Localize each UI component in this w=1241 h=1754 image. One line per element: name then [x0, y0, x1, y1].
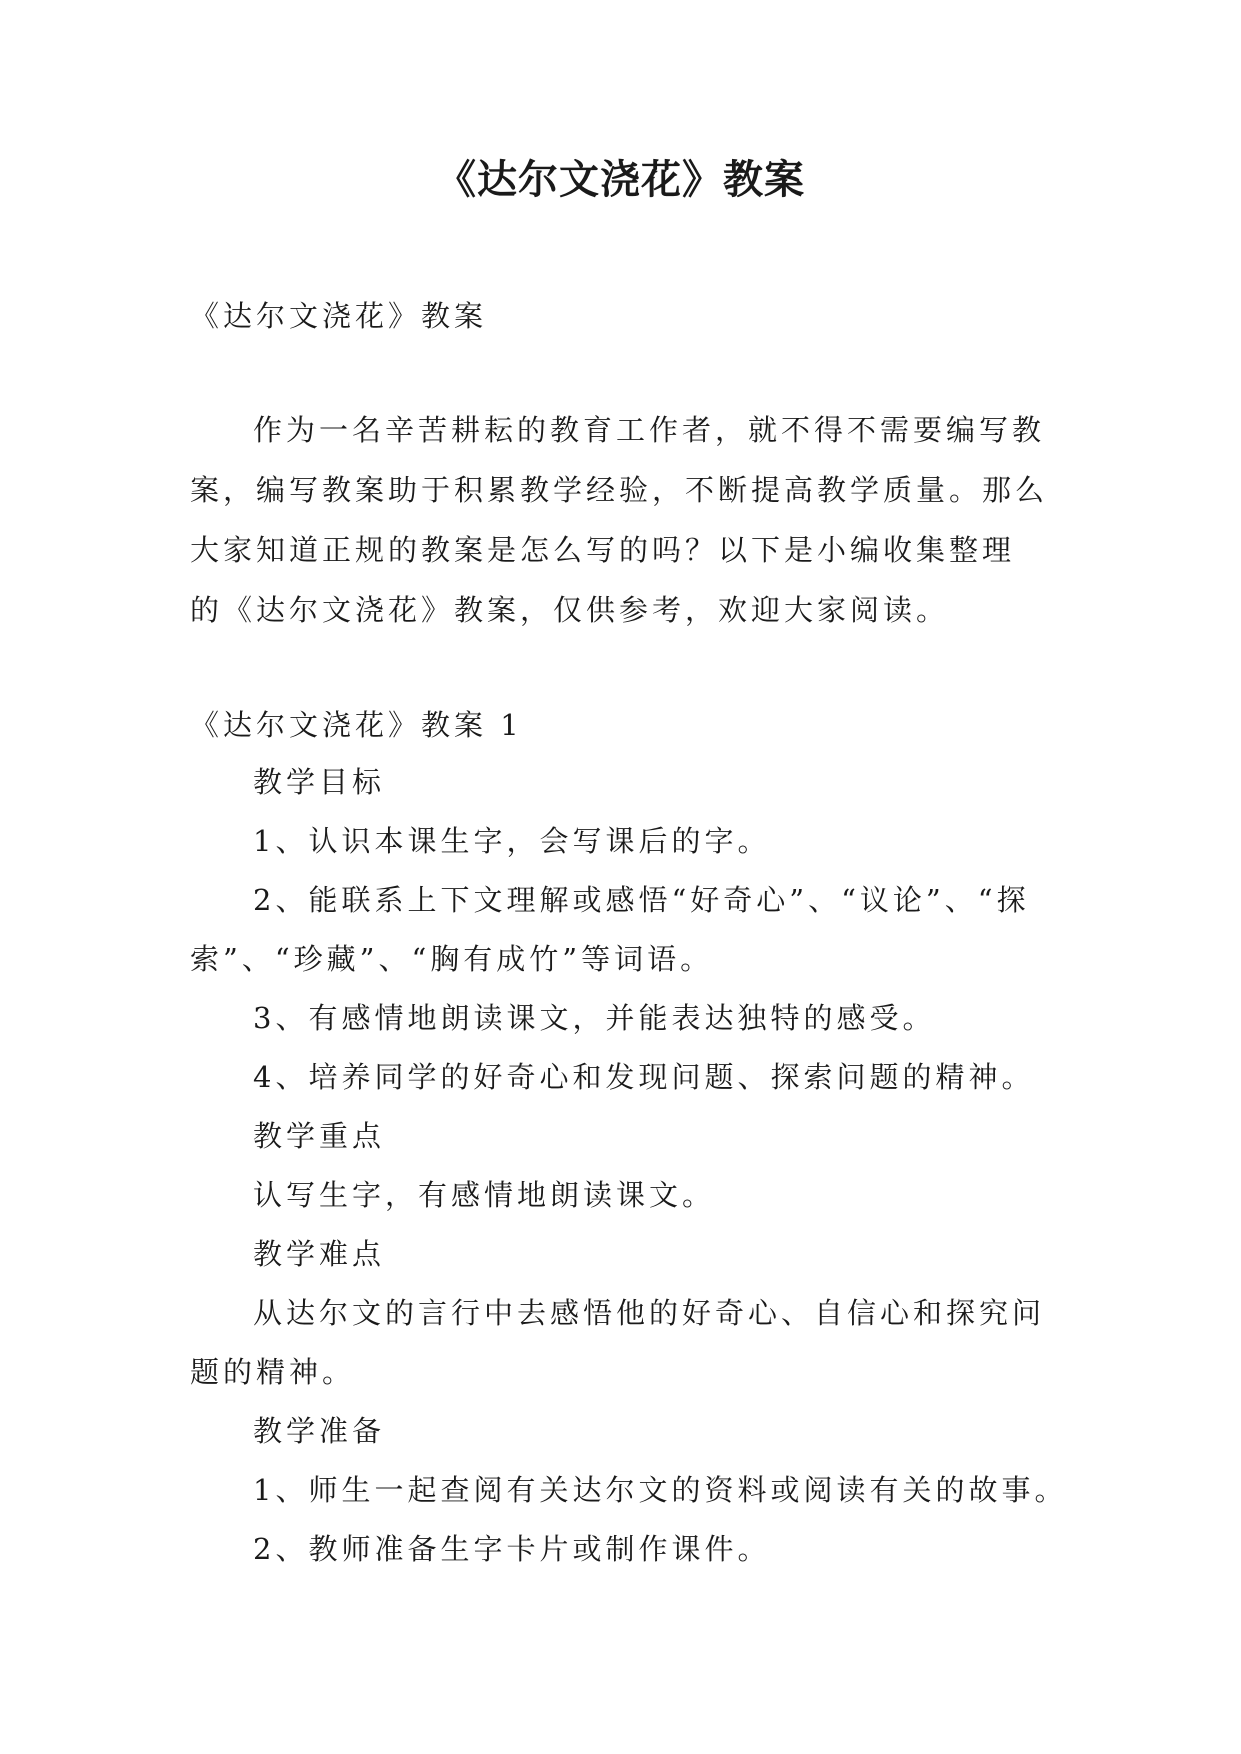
preparation-item: 1、师生一起查阅有关达尔文的资料或阅读有关的故事。	[253, 1473, 1068, 1507]
key-points-heading: 教学重点	[253, 1119, 386, 1153]
objective-item: 3、有感情地朗读课文，并能表达独特的感受。	[253, 1001, 936, 1035]
intro-line: 作为一名辛苦耕耘的教育工作者，就不得不需要编写教	[253, 413, 1046, 447]
intro-line: 大家知道正规的教案是怎么写的吗？以下是小编收集整理	[190, 533, 1016, 567]
objective-item: 2、能联系上下文理解或感悟“好奇心”、“议论”、“探	[253, 883, 1030, 917]
document-subtitle: 《达尔文浇花》教案	[190, 299, 488, 333]
section-title: 《达尔文浇花》教案 1	[190, 708, 523, 742]
intro-line: 的《达尔文浇花》教案，仅供参考，欢迎大家阅读。	[190, 593, 950, 627]
preparation-heading: 教学准备	[253, 1414, 386, 1448]
objective-item-continued: 索”、“珍藏”、“胸有成竹”等词语。	[190, 942, 714, 976]
difficulties-text: 从达尔文的言行中去感悟他的好奇心、自信心和探究问	[253, 1296, 1046, 1330]
difficulties-text-continued: 题的精神。	[190, 1355, 356, 1389]
key-points-text: 认写生字，有感情地朗读课文。	[253, 1178, 716, 1212]
objective-item: 1、认识本课生字，会写课后的字。	[253, 824, 771, 858]
difficulties-heading: 教学难点	[253, 1237, 386, 1271]
objective-item: 4、培养同学的好奇心和发现问题、探索问题的精神。	[253, 1060, 1035, 1094]
document-title: 《达尔文浇花》教案	[436, 157, 805, 203]
intro-line: 案，编写教案助于积累教学经验，不断提高教学质量。那么	[190, 473, 1049, 507]
preparation-item: 2、教师准备生字卡片或制作课件。	[253, 1532, 771, 1566]
objectives-heading: 教学目标	[253, 765, 386, 799]
